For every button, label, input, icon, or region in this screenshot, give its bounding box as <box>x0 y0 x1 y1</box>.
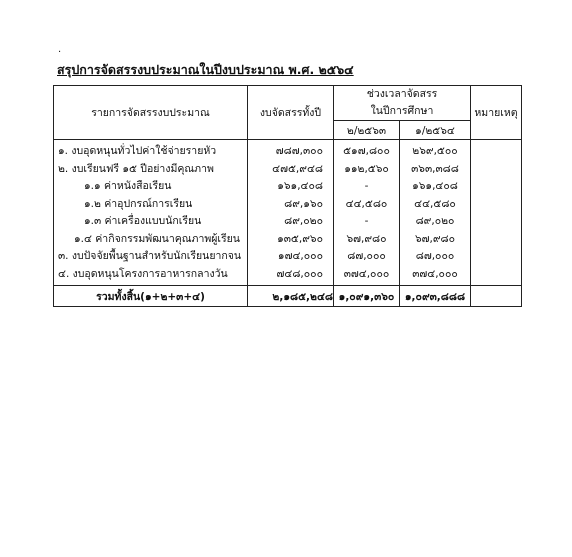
row-label: ๑.๒ ค่าอุปกรณ์การเรียน <box>84 197 193 210</box>
sem1-column <box>400 140 471 286</box>
page-mark: . <box>58 44 62 55</box>
total-label: รวมทั้งสิ้น(๑+๒+๓+๔) <box>54 286 248 307</box>
row-total: ๘๙,๑๖๐ <box>284 197 323 210</box>
header-period-line2: ในปีการศึกษา <box>370 105 434 117</box>
row-sem2: - <box>364 215 369 227</box>
total-sem1: ๑,๐๙๓,๘๘๘ <box>400 286 471 307</box>
row-sem1: ๘๗,๐๐๐ <box>415 250 455 262</box>
row-total: ๗๘๗,๓๐๐ <box>275 145 323 157</box>
note-column <box>471 140 522 286</box>
row-sem2: ๖๗,๙๘๐ <box>346 232 387 245</box>
row-label: ๑.๑ ค่าหนังสือเรียน <box>84 180 172 192</box>
row-sem2: ๕๑๗,๘๐๐ <box>343 145 390 157</box>
header-sem1: ๑/๒๕๖๔ <box>400 121 471 140</box>
total-row <box>54 286 522 307</box>
row-sem1: ๓๗๔,๐๐๐ <box>412 267 458 280</box>
header-period-line1: ช่วงเวลาจัดสรร <box>366 88 438 100</box>
row-total: ๑๗๔,๐๐๐ <box>277 250 323 262</box>
header-note: หมายเหตุ <box>471 86 522 140</box>
header-sem2: ๒/๒๕๖๓ <box>334 121 400 140</box>
totals-column <box>248 140 334 286</box>
row-label: ๑. งบอุดหนุนทั่วไปค่าใช้จ่ายรายหัว <box>58 145 217 157</box>
row-sem2: ๓๗๔,๐๐๐ <box>343 267 390 280</box>
row-sem1: ๓๖๓,๓๘๘ <box>411 162 459 175</box>
row-label: ๒. งบเรียนฟรี ๑๕ ปีอย่างมีคุณภาพ <box>58 162 214 175</box>
header-period <box>334 86 471 121</box>
row-label: ๑.๓ ค่าเครื่องแบบนักเรียน <box>84 215 202 227</box>
row-sem1: ๒๖๙,๕๐๐ <box>412 145 458 157</box>
row-sem1: ๔๔,๕๘๐ <box>414 197 456 210</box>
row-sem2: ๔๔,๕๘๐ <box>345 197 388 210</box>
row-total: ๑๓๕,๙๖๐ <box>277 232 323 245</box>
row-total: ๑๖๑,๔๐๘ <box>277 180 323 192</box>
row-sem1: ๑๖๑,๔๐๘ <box>412 180 458 192</box>
body-row <box>54 140 522 286</box>
sem2-column <box>334 140 400 286</box>
document-title: สรุปการจัดสรรงบประมาณในปีงบประมาณ พ.ศ. ๒๕๖๔ <box>57 62 354 77</box>
labels-column <box>54 140 248 286</box>
row-sem1: ๘๙,๐๒๐ <box>415 215 455 227</box>
row-sem2: ๘๗,๐๐๐ <box>347 250 386 262</box>
row-label: ๑.๔ ค่ากิจกรรมพัฒนาคุณภาพผู้เรียน <box>74 232 240 245</box>
header-row <box>54 86 522 121</box>
header-item: รายการจัดสรรงบประมาณ <box>54 86 248 140</box>
row-total: ๔๗๕,๙๔๘ <box>272 162 323 175</box>
budget-table <box>53 85 522 307</box>
row-sem1: ๖๗,๙๘๐ <box>414 232 456 245</box>
header-total: งบจัดสรรทั้งปี <box>248 86 334 140</box>
row-total: ๘๙,๐๒๐ <box>284 215 323 227</box>
row-sem2: ๑๑๒,๕๖๐ <box>344 162 389 175</box>
row-label: ๓. งบปัจจัยพื้นฐานสำหรับนักเรียนยากจน <box>58 250 242 262</box>
row-total: ๗๔๘,๐๐๐ <box>276 267 323 280</box>
total-note <box>471 286 522 307</box>
grand-total: ๒,๑๘๕,๒๔๘ <box>248 286 334 307</box>
row-label: ๔. งบอุดหนุนโครงการอาหารกลางวัน <box>58 267 228 280</box>
row-sem2: - <box>364 180 369 192</box>
total-sem2: ๑,๐๙๑,๓๖๐ <box>334 286 400 307</box>
